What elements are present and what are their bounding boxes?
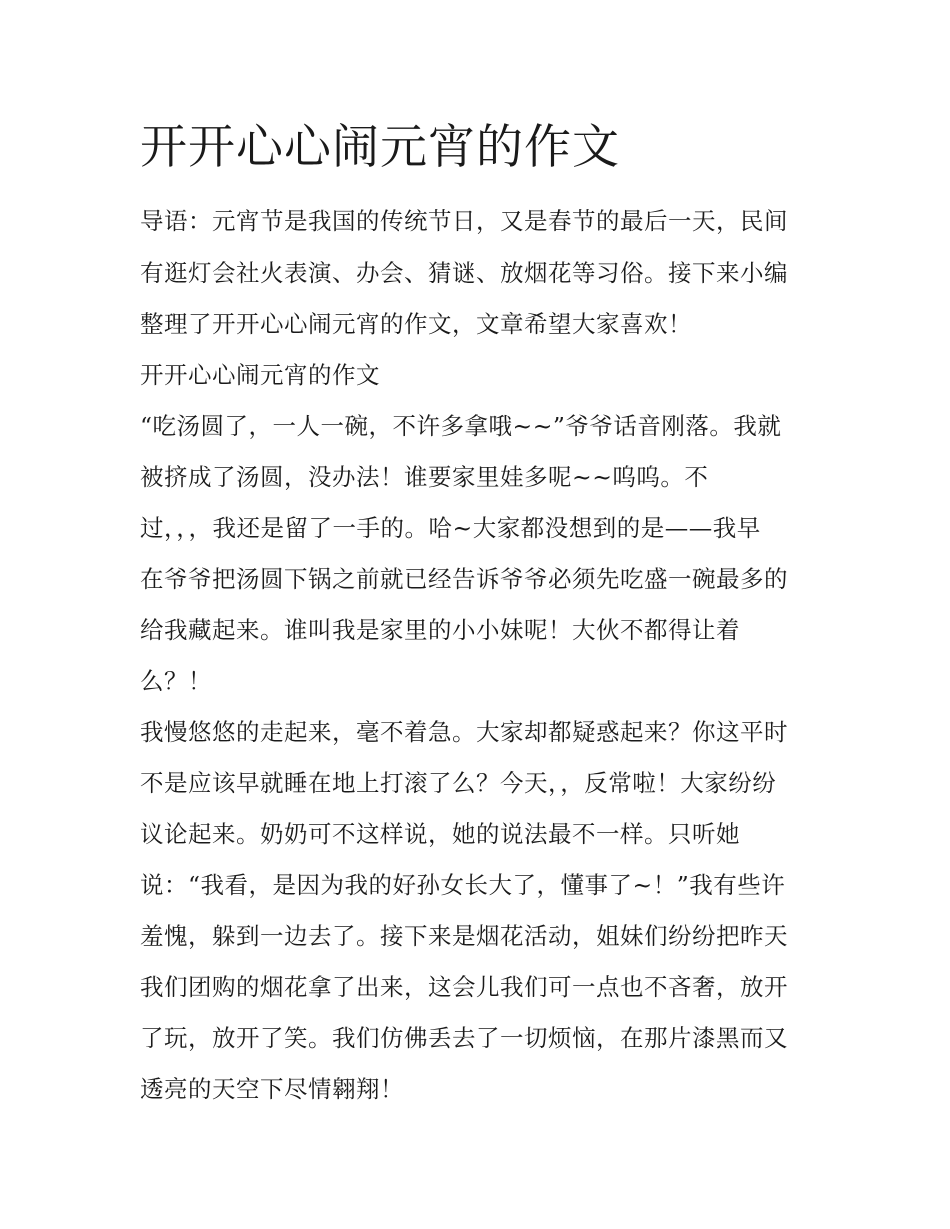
document-title: 开开心心闹元宵的作文 — [140, 120, 620, 175]
section-heading: 开开心心闹元宵的作文 — [140, 361, 380, 389]
text-line: 在爷爷把汤圆下锅之前就已经告诉爷爷必须先吃盛一碗最多的 — [140, 565, 788, 593]
text-line: 导语：元宵节是我国的传统节日，又是春节的最后一天，民间 — [140, 207, 788, 235]
text-line: 有逛灯会社火表演、办会、猜谜、放烟花等习俗。接下来小编 — [140, 259, 788, 287]
text-line: 被挤成了汤圆，没办法！谁要家里娃多呢~~呜呜。不 — [140, 463, 709, 491]
text-line: 整理了开开心心闹元宵的作文，文章希望大家喜欢！ — [140, 310, 692, 338]
text-line: 羞愧，躲到一边去了。接下来是烟花活动，姐妹们纷纷把昨天 — [140, 922, 788, 950]
text-line: “吃汤圆了，一人一碗，不许多拿哦~~”爷爷话音刚落。我就 — [140, 412, 782, 440]
text-line: 我慢悠悠的走起来，毫不着急。大家却都疑惑起来？你这平时 — [140, 718, 788, 746]
text-line: 了玩，放开了笑。我们仿佛丢去了一切烦恼，在那片漆黑而又 — [140, 1024, 788, 1052]
text-line: 透亮的天空下尽情翱翔！ — [140, 1075, 404, 1103]
text-line: 议论起来。奶奶可不这样说，她的说法最不一样。只听她 — [140, 820, 740, 848]
text-line: 么？！ — [140, 667, 212, 695]
text-line: 不是应该早就睡在地上打滚了么？今天，，反常啦！大家纷纷 — [140, 769, 777, 797]
text-line: 我们团购的烟花拿了出来，这会儿我们可一点也不吝奢，放开 — [140, 973, 788, 1001]
text-line: 说：“我看，是因为我的好孙女长大了，懂事了~！”我有些许 — [140, 871, 786, 899]
text-line: 给我藏起来。谁叫我是家里的小小妹呢！大伙不都得让着 — [140, 616, 740, 644]
text-line: 过，，，我还是留了一手的。哈~大家都没想到的是——我早 — [140, 514, 761, 542]
